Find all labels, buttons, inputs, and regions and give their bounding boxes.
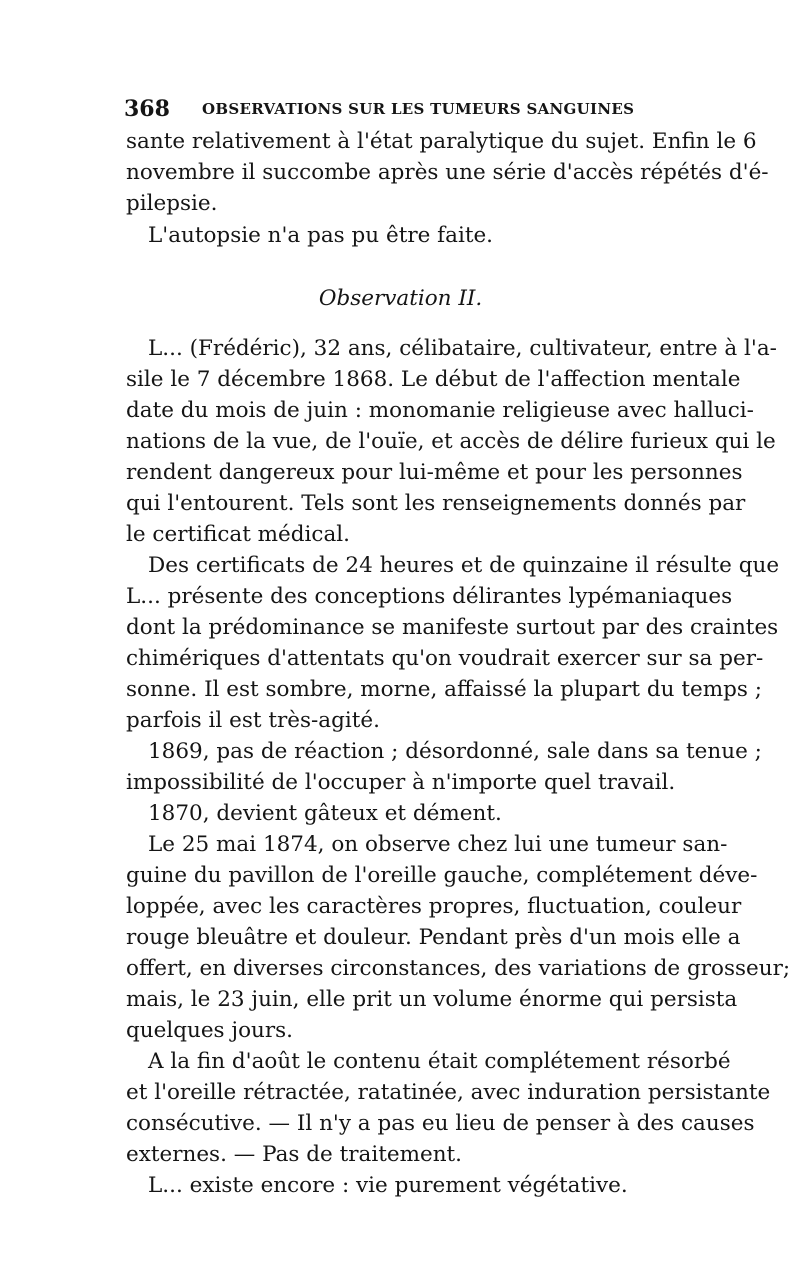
page-number: 368 [124, 96, 170, 122]
text-line: Le 25 mai 1874, on observe chez lui une tumeur san- [148, 832, 728, 857]
text-line: nations de la vue, de l'ouïe, et accès de délire furieux qui le [126, 429, 776, 454]
text-line: sonne. Il est sombre, morne, affaissé la plupart du temps ; [126, 677, 762, 702]
text-line: parfois il est très-agité. [126, 708, 380, 733]
text-line: guine du pavillon de l'oreille gauche, complétement déve- [126, 863, 758, 888]
text-line: consécutive. — Il n'y a pas eu lieu de penser à des causes [126, 1111, 755, 1136]
text-line: pilepsie. [126, 191, 218, 216]
text-line: quelques jours. [126, 1018, 294, 1043]
text-line: A la fin d'août le contenu était complétement résorbé [148, 1049, 731, 1074]
text-line: L... présente des conceptions délirantes lypémaniaques [126, 584, 733, 609]
text-line: sile le 7 décembre 1868. Le début de l'affection mentale [126, 367, 741, 392]
text-line: L'autopsie n'a pas pu être faite. [148, 223, 494, 248]
page-header [124, 94, 674, 124]
text-line: chimériques d'attentats qu'on voudrait exercer sur sa per- [126, 646, 764, 671]
section-heading: Observation II. [318, 286, 483, 311]
text-line: offert, en diverses circonstances, des variations de grosseur; [126, 956, 791, 981]
text-line: 1869, pas de réaction ; désordonné, sale dans sa tenue ; [148, 739, 762, 764]
text-line: date du mois de juin : monomanie religieuse avec halluci- [126, 398, 754, 423]
text-line: mais, le 23 juin, elle prit un volume énorme qui persista [126, 987, 738, 1012]
text-line: rendent dangereux pour lui-même et pour les personnes [126, 460, 743, 485]
text-line: 1870, devient gâteux et dément. [148, 801, 502, 826]
text-line: qui l'entourent. Tels sont les renseignements donnés par [126, 491, 746, 516]
text-line: externes. — Pas de traitement. [126, 1142, 463, 1167]
text-line: impossibilité de l'occuper à n'importe quel travail. [126, 770, 676, 795]
text-line: sante relativement à l'état paralytique du sujet. Enfin le 6 [126, 129, 757, 154]
text-line: et l'oreille rétractée, ratatinée, avec induration persistante [126, 1080, 771, 1105]
text-line: L... (Frédéric), 32 ans, célibataire, cultivateur, entre à l'a- [148, 336, 777, 361]
text-line: loppée, avec les caractères propres, fluctuation, couleur [126, 894, 742, 919]
text-line: rouge bleuâtre et douleur. Pendant près d'un mois elle a [126, 925, 741, 950]
text-line: dont la prédominance se manifeste surtout par des craintes [126, 615, 779, 640]
running-title: OBSERVATIONS SUR LES TUMEURS SANGUINES [202, 100, 635, 118]
text-line: le certificat médical. [126, 522, 350, 547]
text-line: L... existe encore : vie purement végétative. [148, 1173, 628, 1198]
text-line: Des certificats de 24 heures et de quinzaine il résulte que [148, 553, 780, 578]
text-line: novembre il succombe après une série d'accès répétés d'é- [126, 160, 769, 185]
